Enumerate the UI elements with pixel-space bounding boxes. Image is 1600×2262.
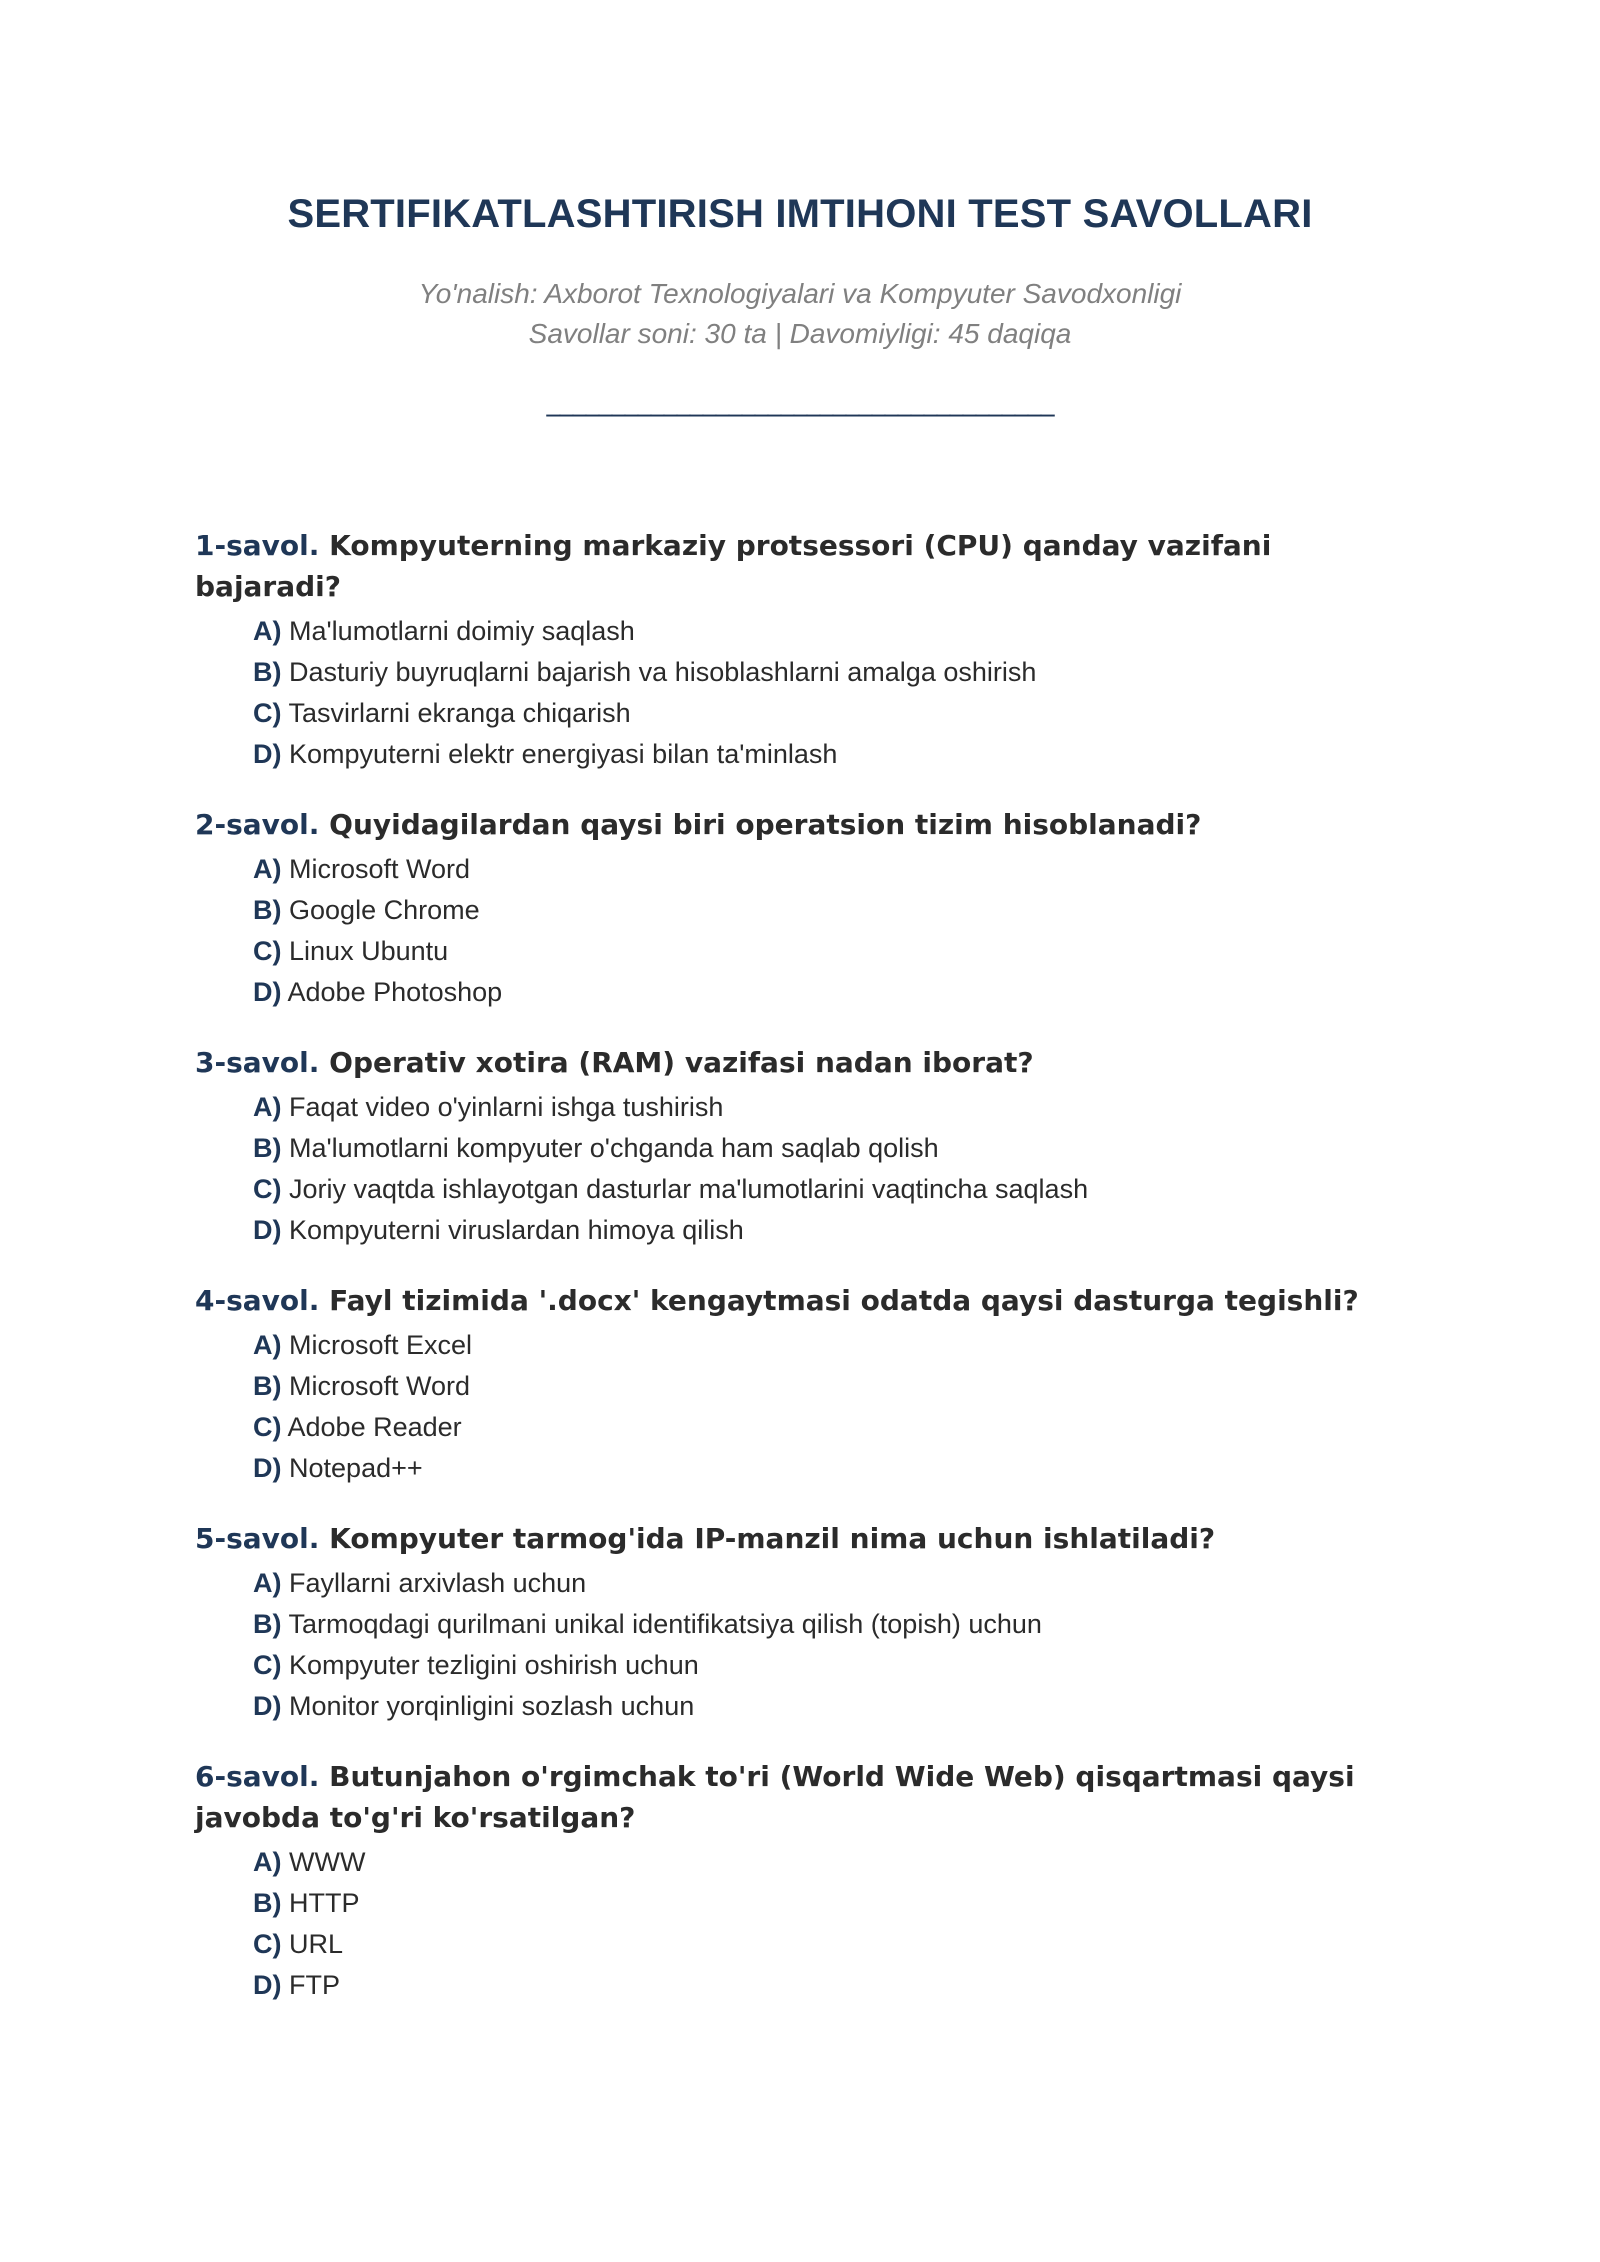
option-d: [195, 1448, 1375, 1489]
option-letter: C): [253, 1174, 282, 1204]
option-letter: A): [253, 1847, 282, 1877]
option-d: [195, 734, 1375, 775]
option-c: [195, 1645, 1375, 1686]
option-text: Microsoft Word: [289, 1371, 471, 1401]
option-text: Kompyuter tezligini oshirish uchun: [289, 1650, 699, 1680]
option-text: Microsoft Excel: [289, 1330, 473, 1360]
option-a: [195, 1563, 1375, 1604]
option-text: Kompyuterni elektr energiyasi bilan ta'minlash: [289, 739, 838, 769]
option-text: Joriy vaqtda ishlayotgan dasturlar ma'lumotlarini vaqtincha saqlash: [289, 1174, 1089, 1204]
option-text: Faqat video o'yinlarni ishga tushirish: [289, 1092, 724, 1122]
option-letter: C): [253, 936, 282, 966]
option-letter: B): [253, 895, 282, 925]
option-c: [195, 931, 1375, 972]
option-b: [195, 1366, 1375, 1407]
option-letter: B): [253, 1888, 282, 1918]
option-text: Linux Ubuntu: [289, 936, 449, 966]
option-text: HTTP: [289, 1888, 360, 1918]
option-text: Adobe Reader: [287, 1412, 462, 1442]
question-heading: [195, 804, 1375, 845]
page-title: SERTIFIKATLASHTIRISH IMTIHONI TEST SAVOLLARI: [287, 192, 1313, 236]
option-d: [195, 972, 1375, 1013]
option-text: Notepad++: [289, 1453, 423, 1483]
question-number: 3-savol.: [195, 1046, 320, 1079]
question-text: Kompyuter tarmog'ida IP-manzil nima uchun ishlatiladi?: [329, 1522, 1216, 1555]
question-text: Fayl tizimida '.docx' kengaytmasi odatda qaysi dasturga tegishli?: [329, 1284, 1359, 1317]
question-number: 6-savol.: [195, 1760, 320, 1793]
option-text: Tasvirlarni ekranga chiqarish: [288, 698, 631, 728]
option-text: Microsoft Word: [289, 854, 471, 884]
option-c: [195, 1924, 1375, 1965]
question-5: [195, 1518, 1375, 1727]
option-letter: A): [253, 1568, 282, 1598]
option-b: [195, 652, 1375, 693]
option-c: [195, 693, 1375, 734]
question-6: [195, 1756, 1375, 2006]
question-text: Quyidagilardan qaysi biri operatsion tizim hisoblanadi?: [329, 808, 1202, 841]
option-text: FTP: [289, 1970, 341, 2000]
question-heading: [195, 1756, 1375, 1838]
option-c: [195, 1407, 1375, 1448]
question-number: 5-savol.: [195, 1522, 320, 1555]
option-letter: B): [253, 657, 282, 687]
question-heading: [195, 1042, 1375, 1083]
question-1: [195, 525, 1375, 775]
option-letter: D): [253, 1215, 282, 1245]
option-letter: A): [253, 854, 282, 884]
option-text: Ma'lumotlarni doimiy saqlash: [289, 616, 635, 646]
subtitle-info: Savollar soni: 30 ta | Davomiyligi: 45 daqiqa: [528, 318, 1072, 349]
option-letter: B): [253, 1371, 282, 1401]
subtitle-direction: Yo'nalish: Axborot Texnologiyalari va Kompyuter Savodxonligi: [418, 278, 1182, 309]
option-d: [195, 1686, 1375, 1727]
option-d: [195, 1965, 1375, 2006]
option-a: [195, 1842, 1375, 1883]
option-text: Adobe Photoshop: [287, 977, 503, 1007]
option-text: Dasturiy buyruqlarni bajarish va hisoblashlarni amalga oshirish: [289, 657, 1037, 687]
option-letter: A): [253, 1092, 282, 1122]
question-heading: [195, 1280, 1375, 1321]
option-a: [195, 611, 1375, 652]
question-text: Kompyuterning markaziy protsessori (CPU) qanday vazifani bajaradi?: [195, 529, 1272, 603]
question-list: [195, 525, 1375, 2035]
option-letter: D): [253, 739, 282, 769]
option-b: [195, 1604, 1375, 1645]
question-heading: [195, 1518, 1375, 1559]
option-b: [195, 1883, 1375, 1924]
option-c: [195, 1169, 1375, 1210]
question-text: Butunjahon o'rgimchak to'ri (World Wide Web) qisqartmasi qaysi javobda to'g'ri ko'rsatilgan?: [195, 1760, 1355, 1834]
question-2: [195, 804, 1375, 1013]
option-letter: D): [253, 1691, 282, 1721]
option-letter: C): [253, 698, 282, 728]
question-4: [195, 1280, 1375, 1489]
option-d: [195, 1210, 1375, 1251]
option-b: [195, 1128, 1375, 1169]
question-3: [195, 1042, 1375, 1251]
option-text: Google Chrome: [289, 895, 480, 925]
option-letter: C): [253, 1412, 282, 1442]
question-number: 2-savol.: [195, 808, 320, 841]
option-text: URL: [289, 1929, 344, 1959]
option-letter: D): [253, 1453, 282, 1483]
header-divider: _______________________________________: [546, 384, 1054, 417]
option-letter: C): [253, 1650, 282, 1680]
option-a: [195, 1325, 1375, 1366]
option-text: Ma'lumotlarni kompyuter o'chganda ham saqlab qolish: [289, 1133, 939, 1163]
option-a: [195, 1087, 1375, 1128]
question-number: 1-savol.: [195, 529, 320, 562]
option-letter: A): [253, 616, 282, 646]
option-text: Monitor yorqinligini sozlash uchun: [289, 1691, 695, 1721]
option-b: [195, 890, 1375, 931]
option-letter: B): [253, 1609, 282, 1639]
option-letter: D): [253, 1970, 282, 2000]
option-text: Kompyuterni viruslardan himoya qilish: [289, 1215, 744, 1245]
question-heading: [195, 525, 1375, 607]
question-text: Operativ xotira (RAM) vazifasi nadan iborat?: [329, 1046, 1034, 1079]
option-text: Fayllarni arxivlash uchun: [289, 1568, 587, 1598]
option-letter: A): [253, 1330, 282, 1360]
option-letter: D): [253, 977, 282, 1007]
option-text: WWW: [289, 1847, 366, 1877]
option-a: [195, 849, 1375, 890]
option-letter: C): [253, 1929, 282, 1959]
question-number: 4-savol.: [195, 1284, 320, 1317]
option-letter: B): [253, 1133, 282, 1163]
option-text: Tarmoqdagi qurilmani unikal identifikatsiya qilish (topish) uchun: [288, 1609, 1042, 1639]
